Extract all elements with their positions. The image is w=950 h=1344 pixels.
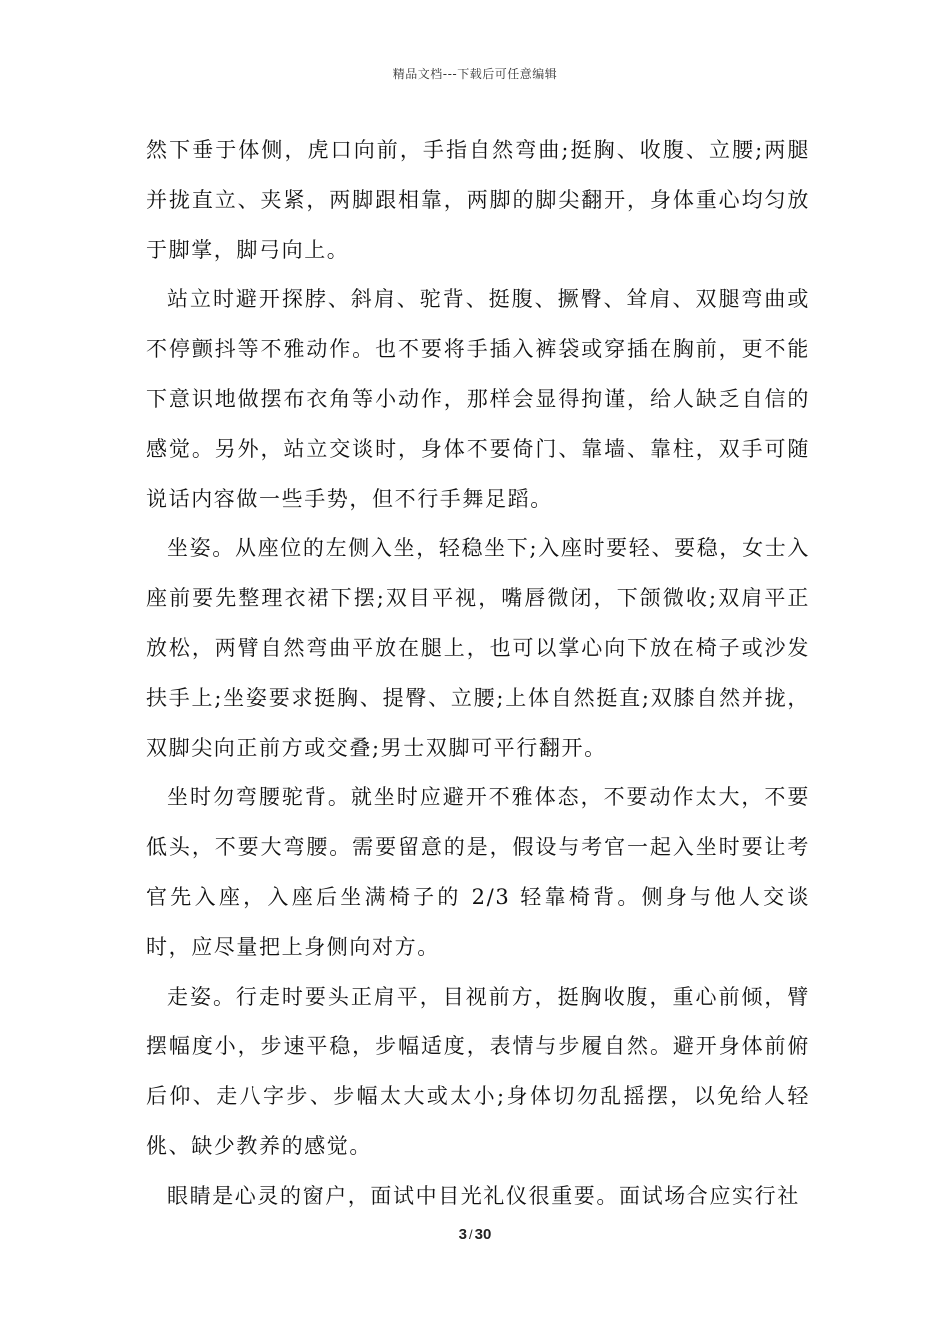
total-page-count: 30 — [474, 1226, 492, 1243]
paragraph-sitting-avoid: 坐时勿弯腰驼背。就坐时应避开不雅体态，不要动作太大，不要低头，不要大弯腰。需要留意的是，假设与考官一起入坐时要让考官先入座，入座后坐满椅子的 2/3 轻靠椅背。侧身与他人交谈时，应尽量把上身侧向对方。 — [146, 785, 810, 959]
current-page-number: 3 — [458, 1226, 468, 1243]
page-number-separator: / — [469, 1227, 473, 1242]
document-body — [146, 126, 810, 1222]
page-number — [0, 1226, 950, 1243]
page-header: 精品文档---下载后可任意编辑 — [392, 67, 558, 81]
paragraph-walking-posture: 走姿。行走时要头正肩平，目视前方，挺胸收腹，重心前倾，臂摆幅度小，步速平稳，步幅适度，表情与步履自然。避开身体前俯后仰、走八字步、步幅太大或太小;身体切勿乱摇摆，以免给人轻佻、缺少教养的感觉。 — [146, 984, 810, 1158]
paragraph-sitting-posture: 坐姿。从座位的左侧入坐，轻稳坐下;入座时要轻、要稳，女士入座前要先整理衣裙下摆;双目平视，嘴唇微闭，下颌微收;双肩平正放松，两臂自然弯曲平放在腿上，也可以掌心向下放在椅子或沙发扶手上;坐姿要求挺胸、提臀、立腰;上体自然挺直;双膝自然并拢，双脚尖向正前方或交叠;男士双脚可平行翻开。 — [146, 536, 810, 760]
paragraph-standing-continued: 然下垂于体侧，虎口向前，手指自然弯曲;挺胸、收腹、立腰;两腿并拢直立、夹紧，两脚跟相靠，两脚的脚尖翻开，身体重心均匀放于脚掌，脚弓向上。 — [146, 138, 810, 262]
paragraph-standing-avoid: 站立时避开探脖、斜肩、驼背、挺腹、撅臀、耸肩、双腿弯曲或不停颤抖等不雅动作。也不要将手插入裤袋或穿插在胸前，更不能下意识地做摆布衣角等小动作，那样会显得拘谨，给人缺乏自信的感觉。另外，站立交谈时，身体不要倚门、靠墙、靠柱，双手可随说话内容做一些手势，但不行手舞足蹈。 — [146, 287, 810, 511]
paragraph-eye-contact: 眼睛是心灵的窗户，面试中目光礼仪很重要。面试场合应实行社 — [167, 1183, 800, 1208]
